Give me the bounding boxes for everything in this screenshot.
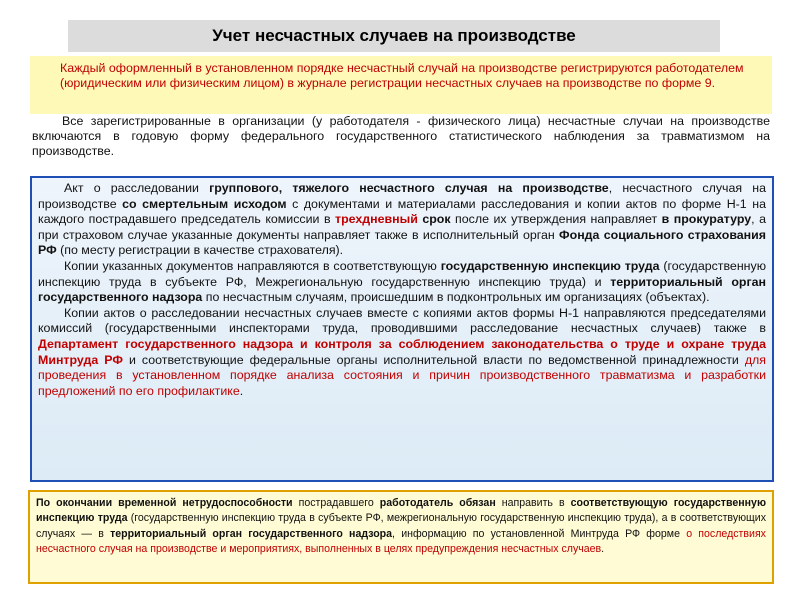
act-copies-paragraph	[38, 306, 766, 400]
bold-span: срок	[417, 212, 451, 227]
bold-span: государственную инспекцию труда	[440, 258, 660, 273]
bold-span: группового, тяжелого несчастного случая на производстве	[209, 181, 609, 195]
bold-span: работодатель обязан	[379, 497, 496, 509]
temporary-disability-note	[28, 490, 774, 584]
text-span: , несчастного случая на производстве	[38, 181, 767, 211]
text-span: Акт о расследовании	[64, 181, 210, 195]
text-span: и соответствующие федеральные органы исполнительной власти по ведомственной принадлежности	[122, 352, 745, 367]
text-span: направить в	[495, 497, 571, 509]
registration-note: Каждый оформленный в установленном порядке несчастный случай на производстве регистрируются работодателем (юридическим или физическим лицом) в журнале регистрации несчастных случаев на производстве по форме 9.	[30, 56, 772, 114]
text-span: (государственную инспекцию труда в субъекте РФ, межрегиональную государственную инспекцию труда), а в соответствующих случаях — в	[36, 512, 766, 540]
text-span: .	[239, 383, 244, 398]
bold-span: Фонда социального страхования РФ	[38, 227, 766, 258]
text-span: , информацию по установленной Минтруда РФ форме	[392, 527, 687, 540]
bold-span: в прокуратуру	[661, 212, 752, 227]
highlight-span: Департамент государственного надзора и контроля за соблюдением законодательства о труде и охране труда Минтруда РФ	[38, 336, 766, 367]
document-copies-paragraph	[38, 259, 766, 306]
text-span: после их утверждения направляет	[450, 212, 662, 227]
text-span: по несчастным случаям, происшедшим в подконтрольных им организациях (объектах).	[202, 290, 710, 305]
text-span: пострадавшего	[292, 497, 380, 509]
statistics-paragraph: Все зарегистрированные в организации (у работодателя - физического лица) несчастные случаи на производстве включаются в годовую форму федерального государственного статистического наблюдения за травматизмом на производстве.	[32, 114, 770, 158]
text-span: Копии указанных документов направляются в соответствующую	[64, 258, 441, 273]
investigation-box	[30, 176, 774, 482]
bold-span: территориальный орган государственного надзора	[38, 274, 766, 305]
investigation-act-paragraph	[38, 181, 766, 259]
text-span: с документами и материалами расследования и копии актов по форме Н-1 на каждого пострадавшего председатель комиссии в	[38, 196, 766, 227]
text-span: (по месту регистрации в качестве страхователя).	[56, 243, 344, 258]
bold-span: территориальный орган государственного надзора	[110, 527, 393, 540]
bold-span: со смертельным исходом	[122, 196, 287, 211]
highlight-span: трехдневный	[335, 212, 418, 227]
text-span: .	[601, 543, 605, 556]
page-title: Учет несчастных случаев на производстве	[68, 20, 720, 52]
bold-span: соответствующую государственную инспекцию труда	[36, 497, 766, 525]
bold-span: По окончании временной нетрудоспособности	[36, 497, 293, 509]
highlight-span: для проведения в установленном порядке анализа состояния и причин производственного травматизма и разработки предложений по его профилактике	[38, 352, 766, 398]
text-span: (государственную инспекцию труда в субъекте РФ, Межрегиональную государственную инспекцию труда) и	[38, 258, 766, 289]
highlight-span: о последствиях несчастного случая на производстве и мероприятиях, выполненных в целях предупреждения несчастных случаев	[36, 527, 766, 556]
text-span: Копии актов о расследовании несчастных случаев вместе с копиями актов формы Н-1 направляются председателями комиссий (государственными инспекторами труда, проводившими расследование несчастных случаев) также в	[38, 305, 766, 336]
text-span: , а при страховом случае указанные документы направляет также в исполнительный орган	[38, 212, 766, 242]
